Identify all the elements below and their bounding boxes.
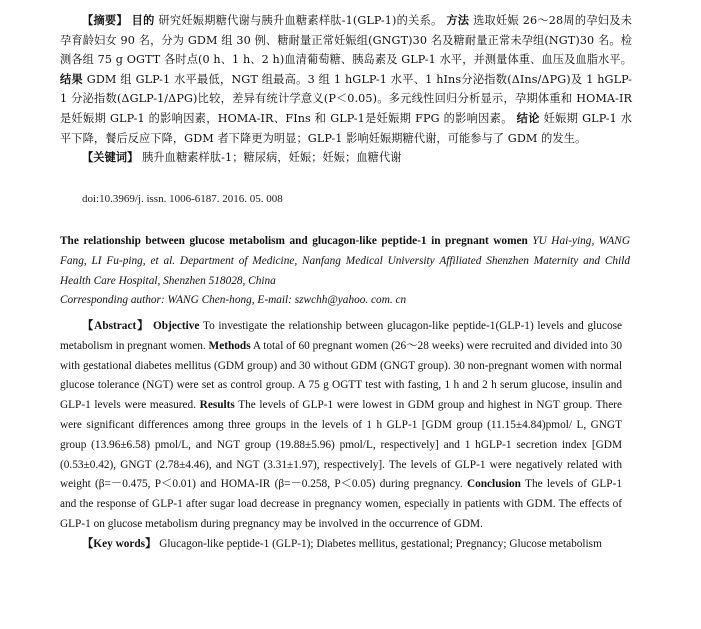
english-authors: YU Hai-ying, WANG Fang, LI Fu-ping, et al. — [60, 235, 631, 267]
keywords-text-zh: 胰升血糖素样肽-1；糖尿病，妊娠；妊娠；血糖代谢 — [142, 151, 402, 165]
results-text-en: The levels of GLP-1 were lowest in GDM group and highest in NGT group. There were significant differences among three groups in the levels of 1 h GLP-1 [GDM group (11.15±4.84)pmol/ L, GNGT group (13.96±6.58) pmol/L, and NGT group (19.88±5.96) pmol/L, respectively] and 1 hGLP-1 secretion index [GDM (0.53±0.42), GNGT (2.78±4.46), and NGT (3.31±1.97), respectively]. The levels of GLP-1 were negatively related with weight (β=－0.475, P＜0.01) and HOMA-IR (β=－0.258, P＜0.05) during pregnancy. — [60, 399, 622, 491]
conclusion-text-en: The levels of GLP-1 and the response of GLP-1 after sugar load decrease in pregnancy women, especially in patients with GDM. The effects of GLP-1 on glucose metabolism during pregnancy may be involved in the occurrence of GDM. — [60, 478, 622, 530]
results-label-en: Results — [199, 399, 235, 412]
chinese-abstract — [60, 11, 632, 168]
chinese-abstract-paragraph — [60, 11, 632, 148]
abstract-label-en: 【Abstract】 — [82, 320, 150, 332]
conclusion-text-zh: 妊娠期 GLP-1 水平下降，餐后反应下降，GDM 者下降更为明显；GLP-1 影响妊娠期糖代谢，可能参与了 GDM 的发生。 — [60, 111, 632, 145]
keywords-label-en: 【Key words】 — [82, 537, 157, 550]
doi-line: doi:10.3969/j. issn. 1006-6187. 2016. 05. 008 — [82, 193, 283, 205]
english-abstract-paragraph — [60, 317, 622, 535]
keywords-zh — [60, 148, 632, 168]
keywords-label-zh: 【关键词】 — [82, 150, 139, 165]
methods-text-zh: 选取妊娠 26～28周的孕妇及未孕育龄妇女 90 名，分为 GDM 组 30 例、糖耐量正常妊娠组(GNGT)30 名及糖耐量正常未孕组(NGT)30 名。检测各组 75 g OGTT 各时点(0 h、1 h、2 h)血清葡萄糖、胰岛素及 GLP-1 水平，并测量体重、血压及血脂水平。 — [60, 14, 632, 67]
corresponding-author: Corresponding author: WANG Chen-hong, E-mail: szwchh@yahoo. com. cn — [60, 294, 407, 307]
conclusion-label-en: Conclusion — [466, 478, 521, 491]
keywords-en — [60, 535, 622, 555]
results-label-zh: 结果 — [60, 71, 83, 86]
english-title-line — [60, 232, 630, 291]
methods-label-en: Methods — [208, 339, 251, 352]
conclusion-label-zh: 结论 — [516, 110, 540, 125]
objective-text-en: To investigate the relationship between glucagon-like peptide-1(GLP-1) levels and glucose metabolism in pregnant women. — [60, 320, 623, 352]
results-text-zh: GDM 组 GLP-1 水平最低，NGT 组最高。3 组 1 hGLP-1 水平、1 hIns分泌指数(ΔIns/ΔPG)及 1 hGLP-1 分泌指数(ΔGLP-1/ΔPG)比较，差异有统计学意义(P＜0.05)。多元线性回归分析显示，孕期体重和 HOMA-IR 是妊娠期 GLP-1 的影响因素，HOMA-IR、FIns 和 GLP-1是妊娠期 FPG 的影响因素。 — [60, 72, 633, 125]
objective-label-zh: 目的 — [131, 13, 155, 27]
keywords-text-en: Glucagon-like peptide-1 (GLP-1); Diabetes mellitus, gestational; Pregnancy; Glucose metabolism — [159, 537, 602, 550]
methods-label-zh: 方法 — [446, 13, 470, 27]
english-header — [60, 232, 630, 311]
english-title: The relationship between glucose metabolism and glucagon-like peptide-1 in pregnant women — [60, 235, 528, 247]
english-affiliation: Department of Medicine, Nanfang Medical University Affiliated Shenzhen Maternity and Child Health Care Hospital, Shenzhen 518028, China — [60, 254, 630, 287]
abstract-label-zh: 【摘要】 — [82, 13, 128, 27]
methods-text-en: A total of 60 pregnant women (26～28 weeks) were recruited and divided into 30 with gestational diabetes mellitus (GDM group) and 30 without GDM (GNGT group). 30 non-pregnant women with normal glucose tolerance (NGT) were set as control group. A 75 g OGTT test with fasting, 1 h and 2 h serum glucose, insulin and GLP-1 levels were measured. — [60, 339, 623, 412]
objective-label-en: Objective — [153, 320, 200, 332]
objective-text-zh: 研究妊娠期糖代谢与胰升血糖素样肽-1(GLP-1)的关系。 — [158, 14, 443, 27]
english-abstract — [60, 317, 622, 555]
